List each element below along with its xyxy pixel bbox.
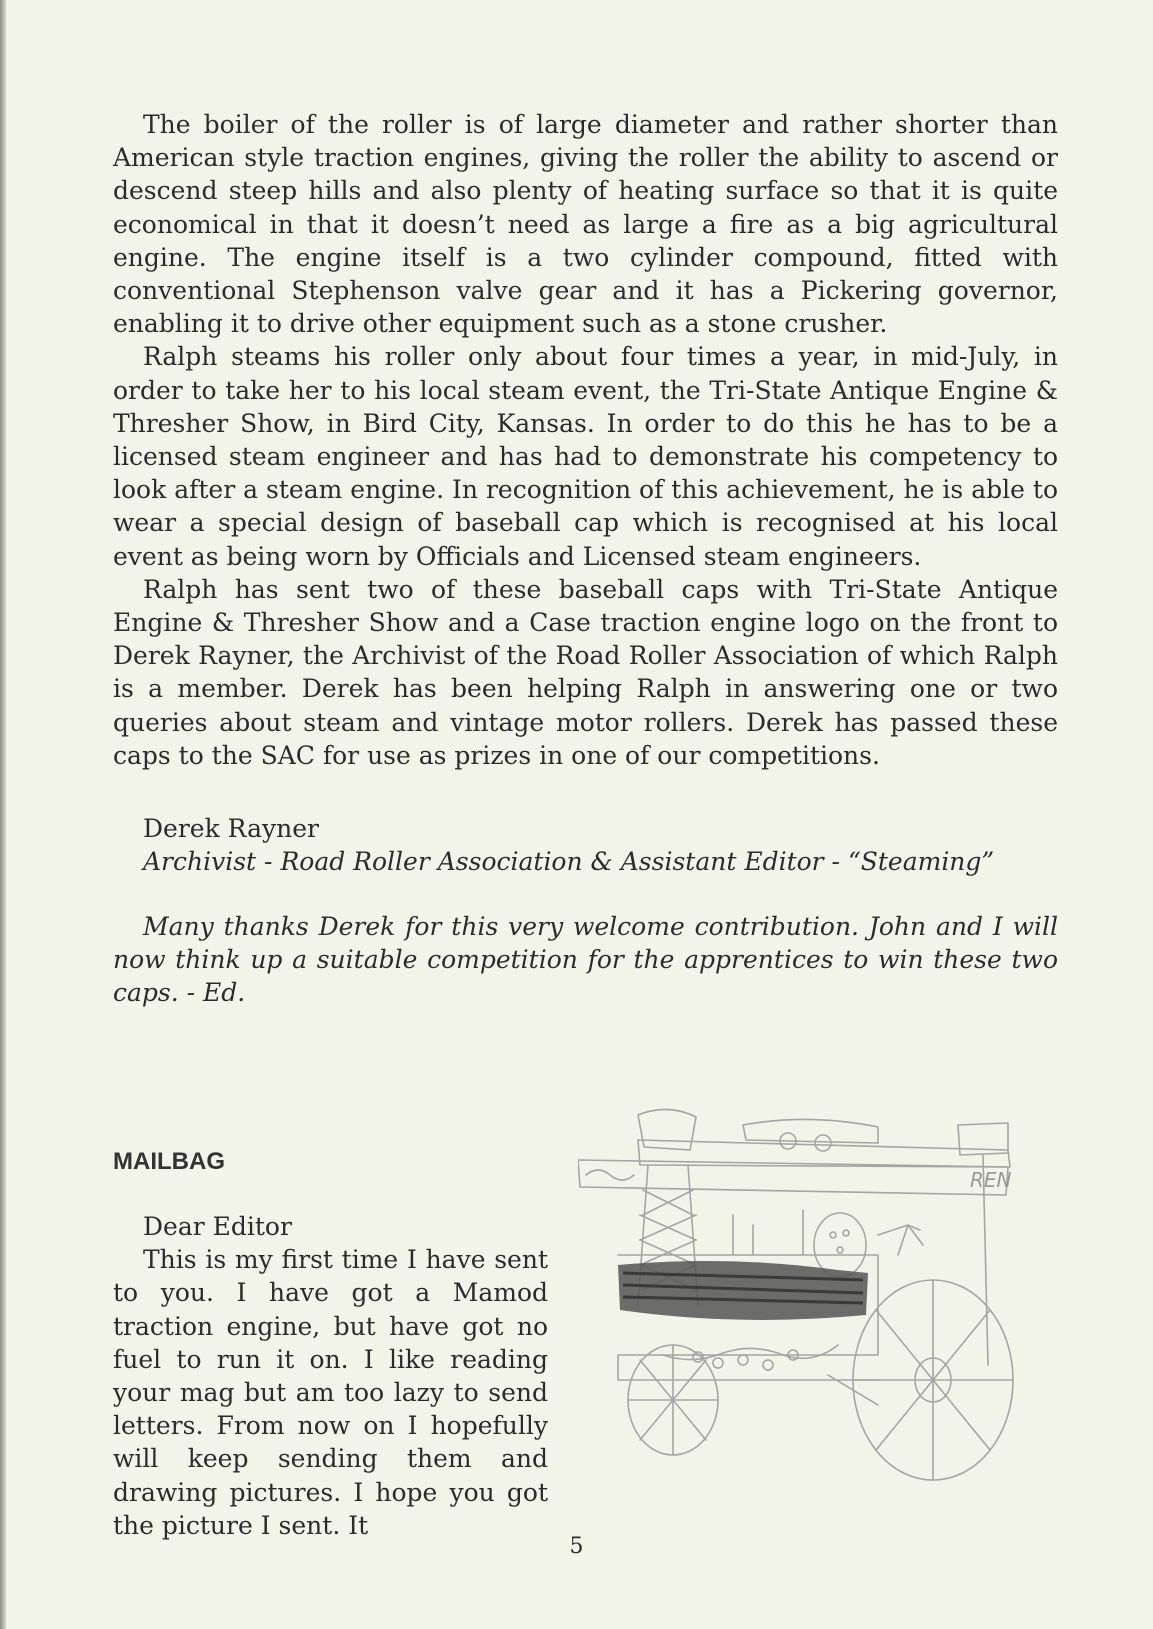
mailbag-letter (113, 1210, 548, 1542)
drawing-label: REN (970, 1168, 1012, 1192)
mailbag-heading: MAILBAG (113, 1148, 225, 1175)
article-paragraph-1: The boiler of the roller is of large diameter and rather shorter than American style traction engines, giving the roller the ability to ascend or descend steep hills and also plenty of heating surface so that it is quite economical in that it doesn’t need as large a fire as a big agricultural engine. The engine itself is a two cylinder compound, fitted with conventional Stephenson valve gear and it has a Pickering governor, enabling it to drive other equipment such as a stone crusher. (113, 110, 1058, 339)
letter-salutation: Dear Editor (143, 1212, 292, 1241)
page-number: 5 (569, 1534, 584, 1559)
article-body (113, 108, 1058, 772)
signature-title: Archivist - Road Roller Association & Assistant Editor - “Steaming” (143, 847, 995, 876)
article-paragraph-2: Ralph steams his roller only about four times a year, in mid-July, in order to take her to his local steam event, the Tri-State Antique Engine & Thresher Show, in Bird City, Kansas. In order to do this he has to be a licensed steam engineer and has had to demonstrate his competency to look after a steam engine. In recognition of this achievement, he is able to wear a special design of baseball cap which is recognised at his local event as being worn by Officials and Licensed steam engineers. (113, 342, 1058, 571)
traction-engine-drawing-icon (578, 1105, 1058, 1485)
editor-note: Many thanks Derek for this very welcome contribution. John and I will now think up a suitable competition for the apprentices to win these two caps. - Ed. (113, 912, 1058, 1007)
signature-name: Derek Rayner (143, 814, 319, 843)
letter-body: This is my first time I have sent to you. I have got a Mamod traction engine, but have got no fuel to run it on. I like reading your mag but am too lazy to send letters. From now on I hopefully will keep sending them and drawing pictures. I hope you got the picture I sent. It (113, 1245, 548, 1540)
article-paragraph-3: Ralph has sent two of these baseball caps with Tri-State Antique Engine & Thresher Show and a Case traction engine logo on the front to Derek Rayner, the Archivist of the Road Roller Association of which Ralph is a member. Derek has been helping Ralph in answering one or two queries about steam and vintage motor rollers. Derek has passed these caps to the SAC for use as prizes in one of our competitions. (113, 574, 1058, 770)
